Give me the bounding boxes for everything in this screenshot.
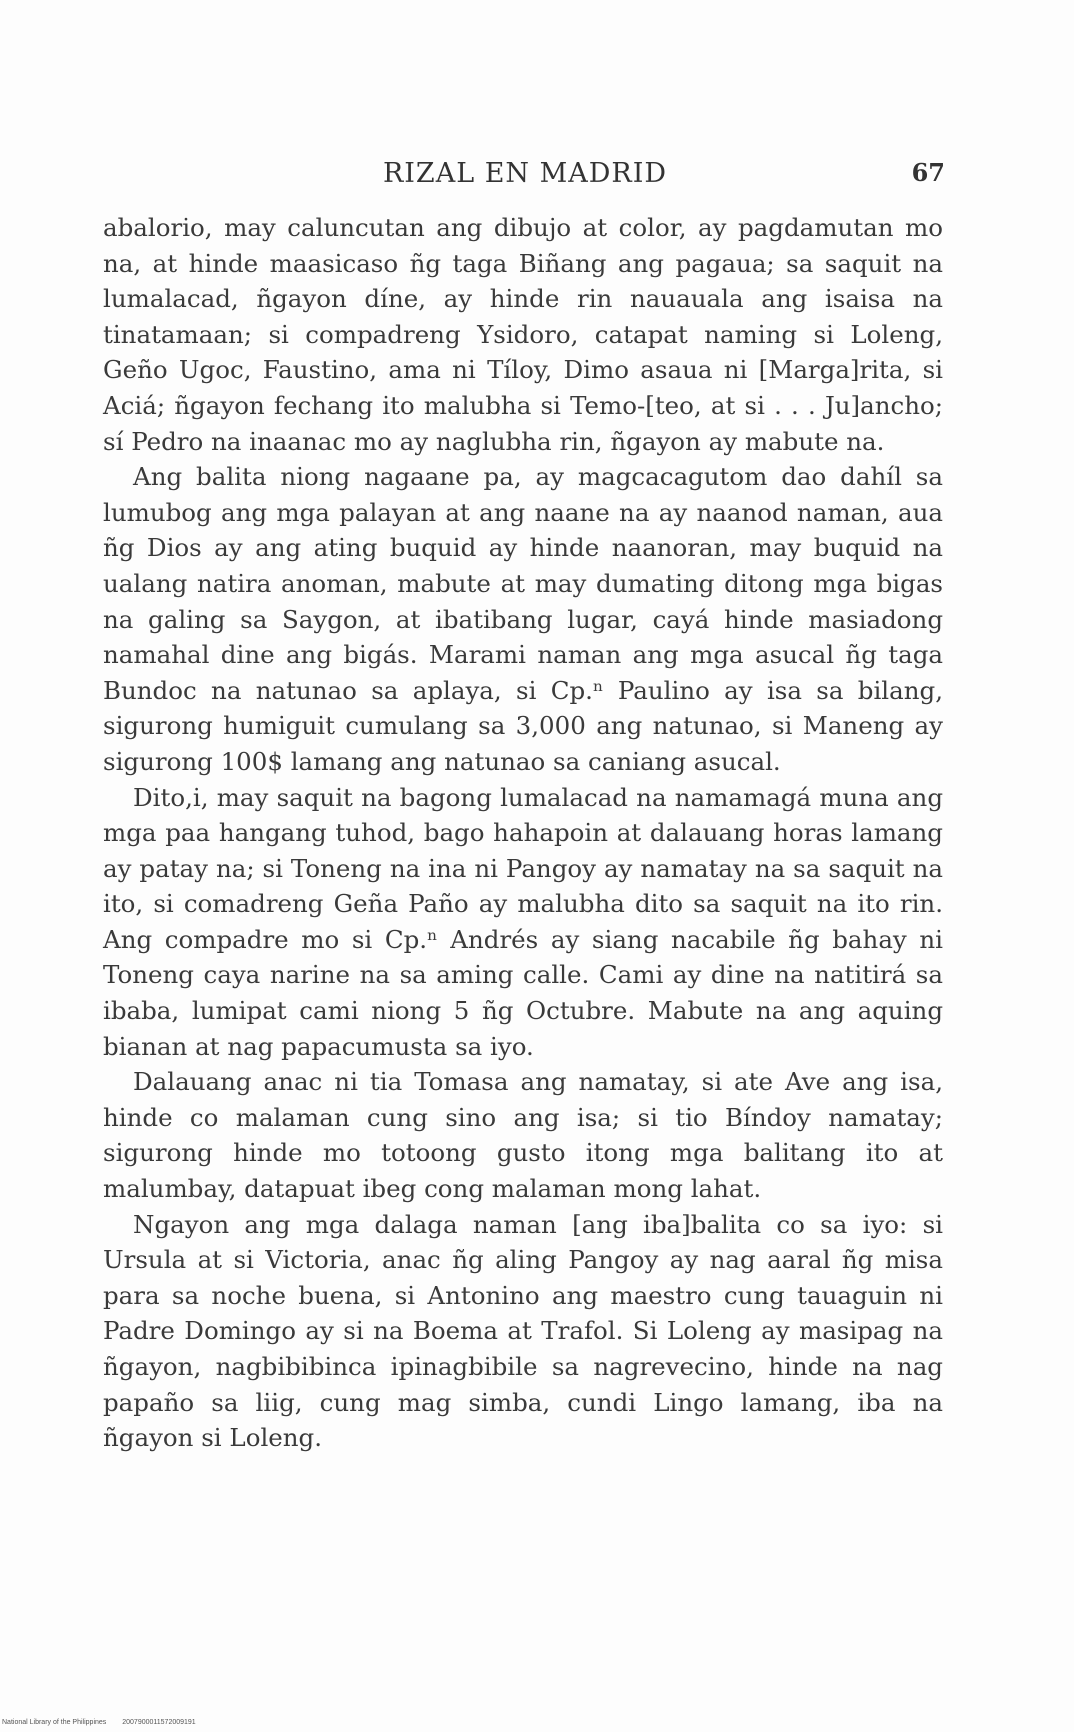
paragraph-1: abalorio, may caluncutan ang dibujo at color, ay pagdamutan mo na, at hinde maasicaso ñg taga Biñang ang pagaua; sa saquit na lumalacad, ñgayon díne, ay hinde rin nauauala ang isaisa na tinatamaan; si compadreng Ysidoro, catapat naming si Loleng, Geño Ugoc, Faustino, ama ni Tíloy, Dimo asaua ni [Marga]rita, si Aciá; ñgayon fechang ito malubha si Temo-[teo, at si . . . Ju]ancho; sí Pedro na inaanac mo ay naglubha rin, ñgayon ay mabute na. bbox=[103, 213, 943, 456]
library-name: National Library of the Philippines bbox=[2, 1719, 107, 1726]
paragraph-3: Dito,i, may saquit na bagong lumalacad na namamagá muna ang mga paa hangang tuhod, bago hahapoin at dalauang horas lamang ay patay na; si Toneng na ina ni Pangoy ay namatay na sa saquit na ito, si comadreng Geña Paño ay malubha dito sa saquit na ito rin. Ang compadre mo si Cp.ⁿ Andrés ay siang nacabile ñg bahay ni Toneng caya narine na sa aming calle. Cami ay dine na natitirá sa ibaba, lumipat cami niong 5 ñg Octubre. Mabute na ang aquing bianan at nag papacumusta sa iyo. bbox=[103, 782, 943, 1061]
paragraph-2: Ang balita niong nagaane pa, ay magcacagutom dao dahíl sa lumubog ang mga palayan at ang naane na ay naanod naman, aua ñg Dios ay ang ating buquid ay hinde naanoran, may buquid na ualang natira anoman, mabute at may dumating ditong mga bigas na galing sa Saygon, at ibatibang lugar, cayá hinde masiadong namahal dine ang bigás. Marami naman ang mga asucal ñg taga Bundoc na natunao sa aplaya, si Cp.ⁿ Paulino ay isa sa bilang, sigurong humiguit cumulang sa 3,000 ang natunao, si Maneng ay sigurong 100$ lamang ang natunao sa caniang asucal. bbox=[103, 462, 943, 776]
page-header bbox=[105, 158, 945, 194]
paragraph-4: Dalauang anac ni tia Tomasa ang namatay, si ate Ave ang isa, hinde co malaman cung sino ang isa; si tio Bíndoy namatay; sigurong hinde mo totoong gusto itong mga balitang ito at malumbay, datapuat ibeg cong malaman mong lahat. bbox=[103, 1067, 943, 1204]
paragraph-5: Ngayon ang mga dalaga naman [ang iba]balita co sa iyo: si Ursula at si Victoria, anac ñg aling Pangoy ay nag aaral ñg misa para sa noche buena, si Antonino ang maestro cung tauaguin ni Padre Domingo ay si na Boema at Trafol. Si Loleng ay masipag na ñgayon, nagbibibinca ipinagbibile sa nagrevecino, hinde na nag papaño sa liig, cung mag simba, cundi Lingo lamang, iba na ñgayon si Loleng. bbox=[103, 1209, 943, 1453]
scan-footer bbox=[2, 1719, 210, 1726]
running-title: RIZAL EN MADRID bbox=[382, 158, 668, 189]
body-text bbox=[103, 210, 943, 1456]
scan-identifier: 2007900011572009191 bbox=[122, 1719, 196, 1726]
page-number: 67 bbox=[911, 158, 945, 187]
